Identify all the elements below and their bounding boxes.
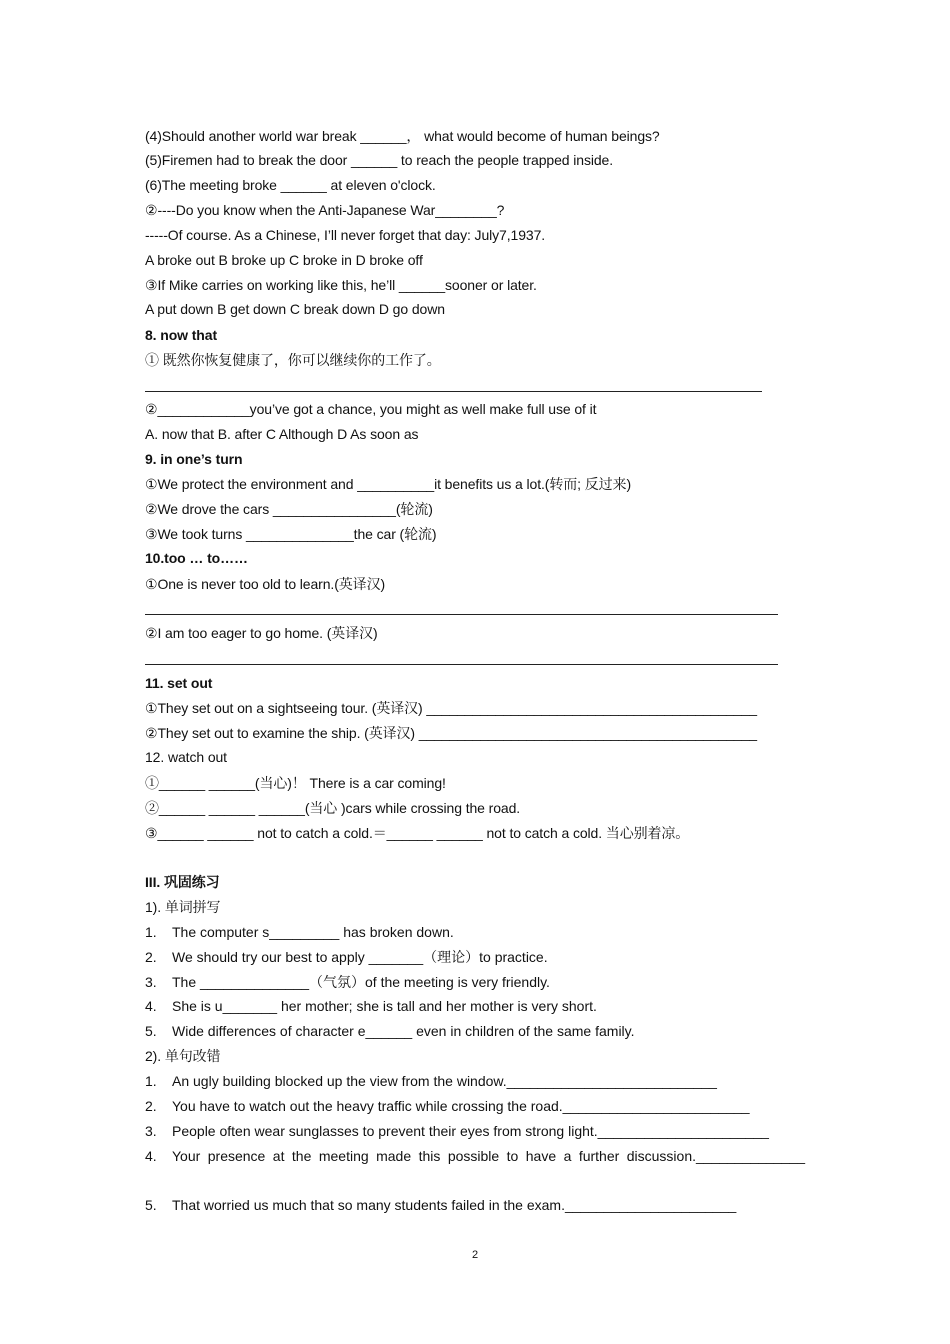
item-number: 4. <box>145 998 157 1014</box>
item-number: 2. <box>145 949 157 965</box>
spelling-item: She is u_______ her mother; she is tall and her mother is very short. <box>172 998 597 1014</box>
item-number: 2. <box>145 1098 157 1114</box>
correction-item: An ugly building blocked up the view from the window.___________________________ <box>172 1073 717 1089</box>
spelling-item: Wide differences of character e______ even in children of the same family. <box>172 1023 635 1039</box>
section-heading: 9. in one’s turn <box>145 451 243 467</box>
item-number: 1. <box>145 924 157 940</box>
spelling-item: The computer s_________ has broken down. <box>172 924 454 940</box>
answer-line <box>145 391 762 392</box>
section-heading: 12. watch out <box>145 749 227 765</box>
exercise-line: ②______ ______ ______(当心 )cars while crossing the road. <box>145 800 521 816</box>
answer-line <box>145 664 778 665</box>
exercise-line: ②We drove the cars ________________(轮流) <box>145 501 433 517</box>
exercise-line: ③______ ______ not to catch a cold.＝______ ______ not to catch a cold. 当心别着凉。 <box>145 825 690 841</box>
exercise-line: (4)Should another world war break ______， what would become of human beings? <box>145 128 660 144</box>
page-number: 2 <box>471 1249 479 1261</box>
exercise-line: (5)Firemen had to break the door ______ to reach the people trapped inside. <box>145 152 614 168</box>
item-number: 5. <box>145 1197 157 1213</box>
subsection-heading: 1). 单词拼写 <box>145 899 221 915</box>
exercise-line: A broke out B broke up C broke in D broke off <box>145 252 423 268</box>
item-number: 1. <box>145 1073 157 1089</box>
exercise-line: A put down B get down C break down D go down <box>145 301 445 317</box>
spelling-item: The ______________（气氛）of the meeting is very friendly. <box>172 974 550 990</box>
correction-item: Your presence at the meeting made this possible to have a further discussion.______________ <box>172 1148 805 1164</box>
section-heading: 10.too … to…… <box>145 550 248 566</box>
item-number: 3. <box>145 1123 157 1139</box>
section-heading: 8. now that <box>145 327 218 343</box>
answer-line <box>145 614 778 615</box>
item-number: 4. <box>145 1148 157 1164</box>
exercise-line: -----Of course. As a Chinese, I’ll never forget that day: July7,1937. <box>145 227 546 243</box>
exercise-line: ③If Mike carries on working like this, he’ll ______sooner or later. <box>145 277 537 293</box>
exercise-line: ①______ ______(当心)！ There is a car coming! <box>145 775 446 791</box>
exercise-line: ① 既然你恢复健康了，你可以继续你的工作了。 <box>145 352 441 368</box>
spelling-item: We should try our best to apply _______（理论）to practice. <box>172 949 548 965</box>
exercise-line: ②I am too eager to go home. (英译汉) <box>145 625 378 641</box>
exercise-line: ②____________you’ve got a chance, you might as well make full use of it <box>145 401 597 417</box>
correction-item: People often wear sunglasses to prevent their eyes from strong light.______________________ <box>172 1123 769 1139</box>
exercise-line: ②----Do you know when the Anti-Japanese War________? <box>145 202 505 218</box>
section-heading: III. 巩固练习 <box>145 874 220 890</box>
correction-item: You have to watch out the heavy traffic while crossing the road.________________________ <box>172 1098 750 1114</box>
exercise-line: ①They set out on a sightseeing tour. (英译汉) ___________________________________________ <box>145 700 757 716</box>
exercise-line: ①One is never too old to learn.(英译汉) <box>145 576 386 592</box>
exercise-line: (6)The meeting broke ______ at eleven o'clock. <box>145 177 436 193</box>
subsection-heading: 2). 单句改错 <box>145 1048 221 1064</box>
item-number: 5. <box>145 1023 157 1039</box>
exercise-line: ②They set out to examine the ship. (英译汉) ____________________________________________ <box>145 725 757 741</box>
exercise-line: A. now that B. after C Although D As soon as <box>145 426 419 442</box>
correction-item: That worried us much that so many students failed in the exam.______________________ <box>172 1197 737 1213</box>
exercise-line: ③We took turns ______________the car (轮流) <box>145 526 437 542</box>
exercise-line: ①We protect the environment and __________it benefits us a lot.(转而; 反过来) <box>145 476 632 492</box>
item-number: 3. <box>145 974 157 990</box>
section-heading: 11. set out <box>145 675 213 691</box>
